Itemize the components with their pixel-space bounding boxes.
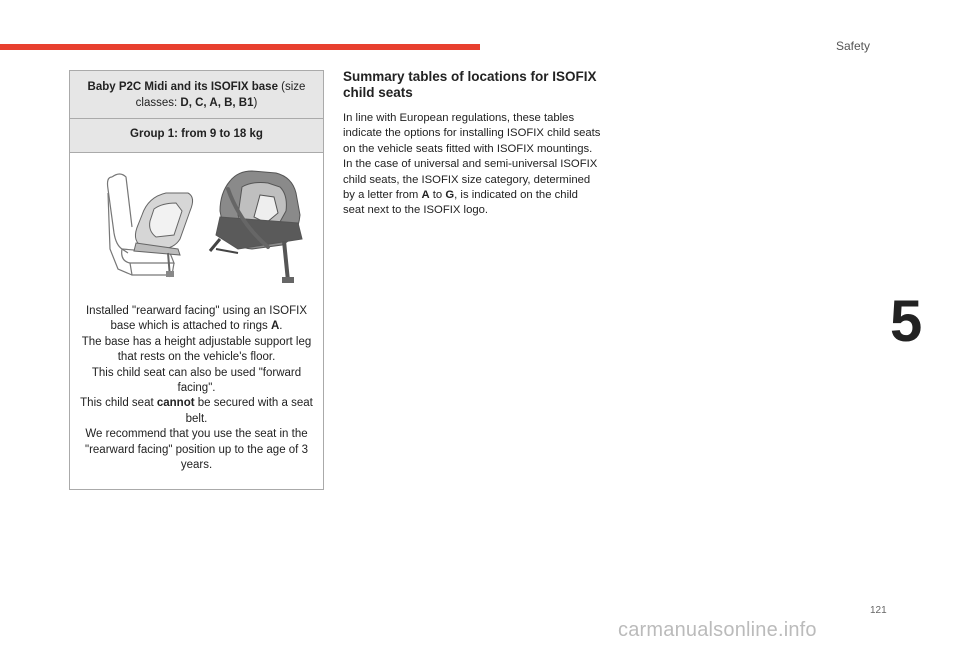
seat-title-cell: Baby P2C Midi and its ISOFIX base (size classes: D, C, A, B, B1) bbox=[70, 71, 323, 119]
summary-section bbox=[343, 69, 601, 219]
chapter-number: 5 bbox=[890, 289, 923, 354]
weight-group: Group 1: from 9 to 18 kg bbox=[70, 119, 323, 153]
seat-name: Baby P2C Midi and its ISOFIX base bbox=[87, 81, 278, 93]
header-accent-bar bbox=[0, 44, 480, 50]
section-title: Safety bbox=[836, 39, 871, 53]
cannot-emphasis: cannot bbox=[156, 397, 195, 410]
summary-paragraph-2: In the case of universal and semi-universal ISOFIX child seats, the ISOFIX size category, determined by a letter from A to G, is indicated on the child seat next to the ISOFIX logo. bbox=[343, 158, 598, 217]
seat-description: Installed "rearward facing" using an ISOFIX base which is attached to rings A. The base has a height adjustable support leg that rests on the vehicle's floor. This child seat can also be used "forward facing". This child seat cannot be secured with a seat belt. We recommend that you use the seat in the "rearward facing" position up to the age of 3 years. bbox=[80, 305, 313, 472]
child-seat-illustration-icon bbox=[70, 153, 323, 296]
ring-label: A bbox=[270, 320, 280, 333]
size-classes: D, C, A, B, B1 bbox=[180, 97, 254, 109]
page-number: 121 bbox=[870, 605, 887, 616]
summary-paragraph-1: In line with European regulations, these tables indicate the options for installing ISOFIX child seats on the vehicle seats fitted with ISOFIX mountings. bbox=[343, 112, 601, 155]
seat-illustration bbox=[70, 153, 323, 296]
child-seat-info-box bbox=[69, 70, 324, 490]
watermark: carmanualsonline.info bbox=[618, 619, 817, 641]
summary-heading: Summary tables of locations for ISOFIX child seats bbox=[343, 69, 597, 100]
